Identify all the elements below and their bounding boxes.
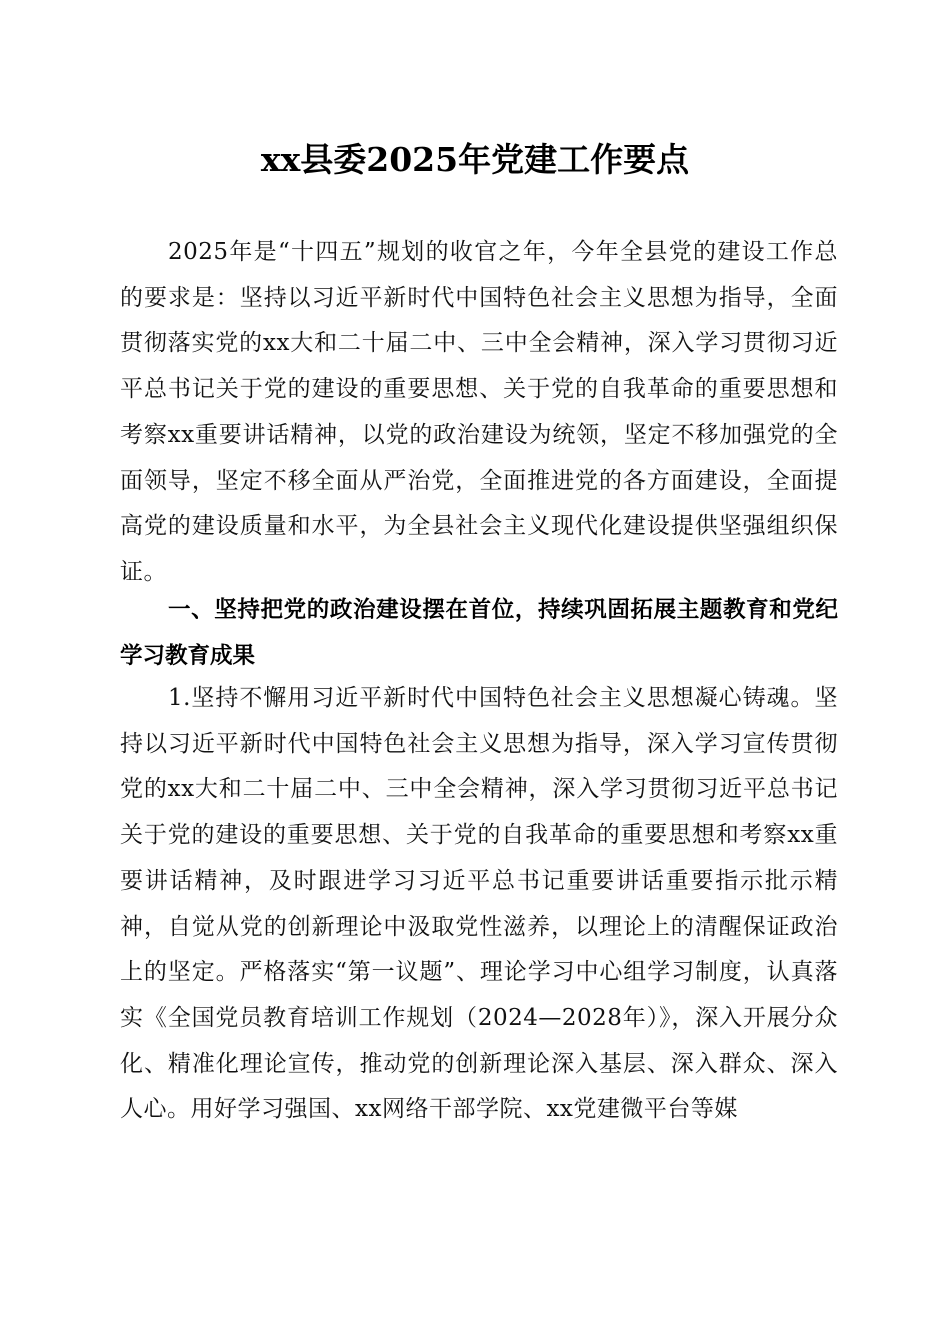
- document-title: xx县委2025年党建工作要点: [260, 140, 690, 179]
- section-1-heading: 一、坚持把党的政治建设摆在首位，持续巩固拓展主题教育和党纪学习教育成果: [120, 597, 838, 669]
- intro-paragraph: 2025年是“十四五”规划的收官之年，今年全县党的建设工作总的要求是：坚持以习近平新时代中国特色社会主义思想为指导，全面贯彻落实党的xx大和二十届二中、三中全会精神，深入学习贯彻习近平总书记关于党的建设的重要思想、关于党的自我革命的重要思想和考察xx重要讲话精神，以党的政治建设为统领，坚定不移加强党的全面领导，坚定不移全面从严治党，全面推进党的各方面建设，全面提高党的建设质量和水平，为全县社会主义现代化建设提供坚强组织保证。: [120, 239, 838, 585]
- item-1-paragraph: 1.坚持不懈用习近平新时代中国特色社会主义思想凝心铸魂。坚持以习近平新时代中国特色社会主义思想为指导，深入学习宣传贯彻党的xx大和二十届二中、三中全会精神，深入学习贯彻习近平总书记关于党的建设的重要思想、关于党的自我革命的重要思想和考察xx重要讲话精神，及时跟进学习习近平总书记重要讲话重要指示批示精神，自觉从党的创新理论中汲取党性滋养，以理论上的清醒保证政治上的坚定。严格落实“第一议题”、理论学习中心组学习制度，认真落实《全国党员教育培训工作规划（2024—2028年）》，深入开展分众化、精准化理论宣传，推动党的创新理论深入基层、深入群众、深入人心。用好学习强国、xx网络干部学院、xx党建微平台等媒: [120, 685, 838, 1123]
